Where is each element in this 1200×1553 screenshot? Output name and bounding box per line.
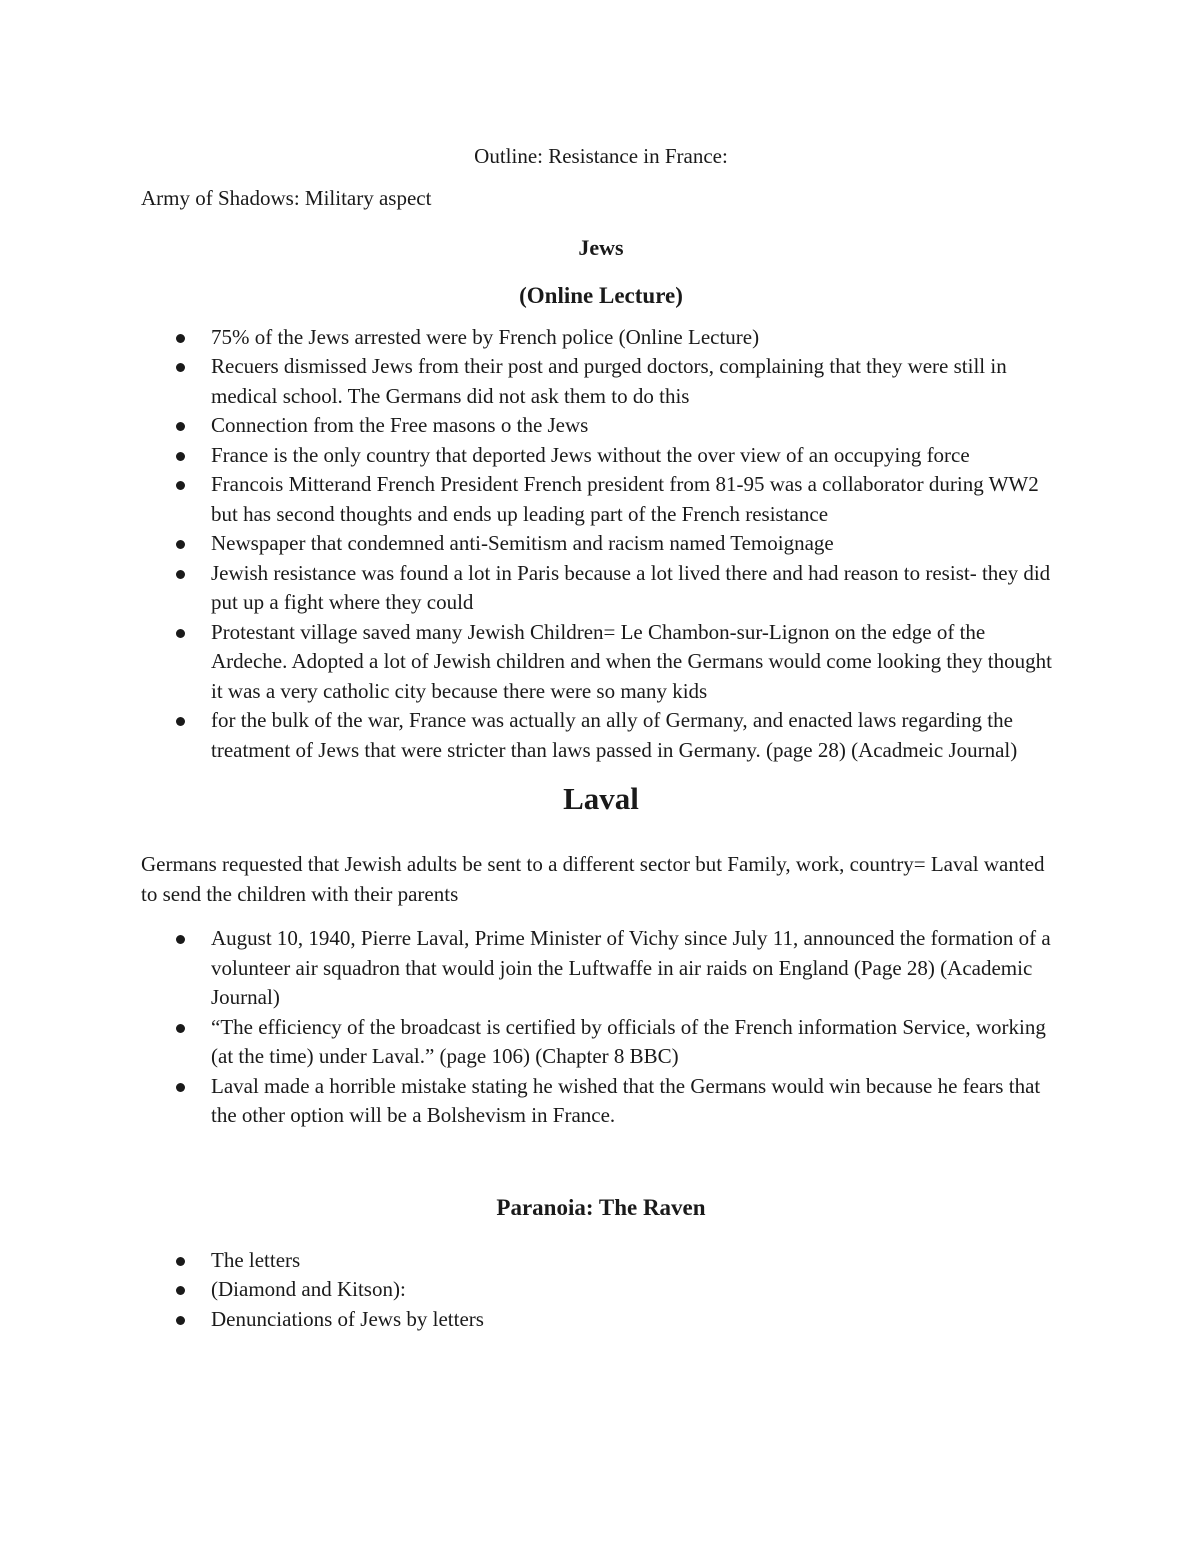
list-item-text: The letters [211,1247,301,1272]
bullet-icon [176,540,185,549]
paranoia-bullet-list [141,1246,1061,1335]
list-item [141,441,1061,471]
document-body [141,140,1061,1334]
list-item [141,559,1061,618]
laval-bullet-list [141,924,1061,1131]
list-item-text: “The efficiency of the broadcast is certified by officials of the French information Service, working (at the time) under Laval.” (page 106) (Chapter 8 BBC) [211,1014,1046,1068]
list-item-text: Protestant village saved many Jewish Children= Le Chambon-sur-Lignon on the edge of the Ardeche. Adopted a lot of Jewish children and when the Germans would come looking they thought it was a very catholic city because there were so many kids [211,619,1052,703]
list-item [141,470,1061,529]
jews-heading: Jews [578,234,624,260]
list-item [141,1013,1061,1072]
paranoia-heading: Paranoia: The Raven [496,1194,706,1220]
bullet-icon [176,1257,185,1266]
bullet-icon [176,481,185,490]
document-title: Outline: Resistance in France: [474,144,728,168]
bullet-icon [176,570,185,579]
list-item [141,352,1061,411]
bullet-icon [176,334,185,343]
bullet-icon [176,1024,185,1033]
jews-subheading: (Online Lecture) [519,282,683,308]
bullet-icon [176,717,185,726]
bullet-icon [176,363,185,372]
list-item [141,618,1061,707]
bullet-icon [176,935,185,944]
list-item-text: Laval made a horrible mistake stating he wished that the Germans would win because he fears that the other option will be a Bolshevism in France. [211,1073,1041,1127]
list-item-text: Jewish resistance was found a lot in Paris because a lot lived there and had reason to resist- they did put up a fight where they could [211,560,1051,614]
bullet-icon [176,1286,185,1295]
list-item [141,924,1061,1013]
bullet-icon [176,452,185,461]
list-item-text: for the bulk of the war, France was actually an ally of Germany, and enacted laws regarding the treatment of Jews that were stricter than laws passed in Germany. (page 28) (Acadmeic Journal) [211,708,1018,762]
list-item [141,706,1061,765]
list-item-text: Newspaper that condemned anti-Semitism and racism named Temoignage [211,531,834,555]
list-item-text: France is the only country that deported Jews without the over view of an occupying force [211,442,970,467]
laval-paragraph: Germans requested that Jewish adults be sent to a different sector but Family, work, country= Laval wanted to send the children with their parents [141,852,1045,906]
list-item [141,1275,1061,1305]
list-item-text: (Diamond and Kitson): [211,1277,406,1301]
list-item [141,1246,1061,1276]
list-item [141,411,1061,441]
list-item [141,323,1061,353]
jews-bullet-list [141,323,1061,766]
list-item-text: Denunciations of Jews by letters [211,1306,484,1331]
list-item [141,1305,1061,1335]
bullet-icon [176,1316,185,1325]
list-item-text: Francois Mitterand French President French president from 81-95 was a collaborator during WW2 but has second thoughts and ends up leading part of the French resistance [211,472,1039,526]
bullet-icon [176,629,185,638]
bullet-icon [176,422,185,431]
laval-heading: Laval [563,781,639,816]
list-item-text: 75% of the Jews arrested were by French police (Online Lecture) [211,324,760,349]
document-subtitle: Army of Shadows: Military aspect [141,186,432,210]
list-item-text: August 10, 1940, Pierre Laval, Prime Minister of Vichy since July 11, announced the formation of a volunteer air squadron that would join the Luftwaffe in air raids on England (Page 28) (Academic Journal) [211,926,1051,1009]
bullet-icon [176,1083,185,1092]
list-item [141,1072,1061,1131]
list-item-text: Recuers dismissed Jews from their post and purged doctors, complaining that they were still in medical school. The Germans did not ask them to do this [211,354,1007,408]
list-item [141,529,1061,559]
list-item-text: Connection from the Free masons o the Jews [211,413,589,437]
